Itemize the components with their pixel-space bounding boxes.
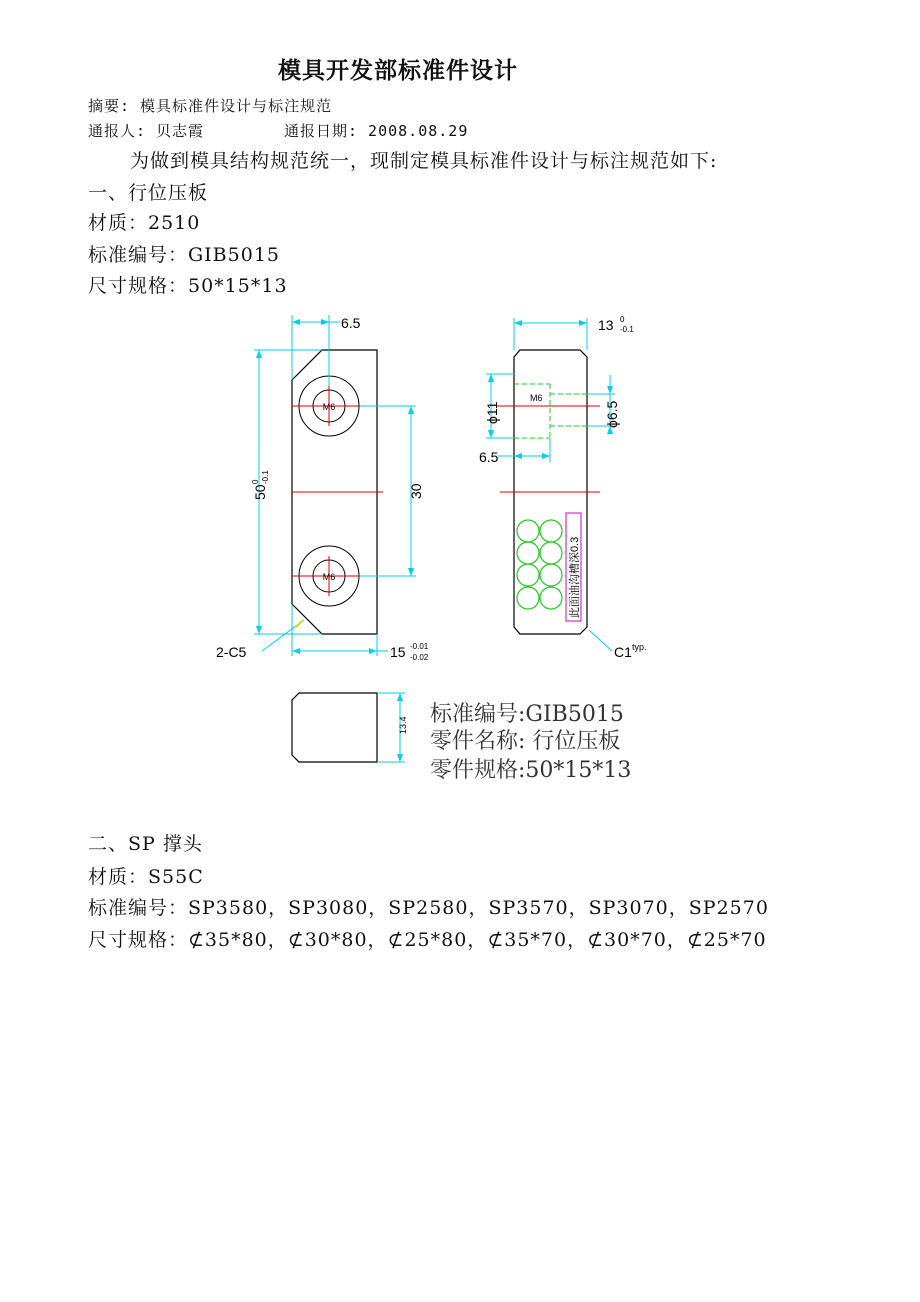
arrow-phi11-top [488,374,494,382]
oil-groove-circle [517,542,539,564]
arrow-50-bottom [256,626,262,634]
label-part-size: 零件规格:50*15*13 [430,758,632,783]
oil-groove-circle [540,564,562,586]
front-view-text [216,315,429,662]
section2-size: 尺寸规格：⊄35*80，⊄30*80，⊄25*80，⊄35*70，⊄30*70，⊄25*70 [88,929,767,951]
arrow-65-left [292,319,300,325]
dim-text-50-tol-up: 0 [251,479,260,484]
arrow-134-top [397,693,403,701]
abstract-line: 摘要: 模具标准件设计与标注规范 [88,97,333,115]
bottom-view-outline [292,693,377,762]
arrow-30-top [408,406,414,414]
arrow-13-left [514,320,522,326]
side-view-text [479,315,647,660]
arrow-13-right [579,320,587,326]
dim-text-13: 13 [598,317,614,333]
dim-text-c1: C1 [614,644,632,660]
dim-text-c1-sup: typ. [632,642,647,652]
dim-text-side65: 6.5 [479,449,499,465]
oil-groove-circle [517,587,539,609]
oil-groove-circle [540,520,562,542]
dim-text-phi11: ϕ11 [484,401,500,424]
label-standard-no: 标准编号:GIB5015 [430,702,624,727]
report-date-line: 通报日期: 2008.08.29 [284,122,469,140]
hole-label-2: M6 [322,572,336,582]
dim-text-50-tol-low: -0.1 [261,470,270,484]
front-view [254,315,416,656]
arrow-side65-left [514,453,522,459]
intro-paragraph: 为做到模具结构规范统一，现制定模具标准件设计与标注规范如下: [130,150,718,172]
oil-groove-circle [517,564,539,586]
dim-text-2c5: 2-C5 [216,644,247,660]
arrow-15-right [369,648,377,654]
page-title: 模具开发部标准件设计 [278,58,518,84]
oil-groove-note: 此面油沟槽深0.3 [569,536,581,618]
section2-material: 材质：S55C [88,866,204,888]
dim-text-15: 15 [390,644,406,660]
dim-text-15-tol-low: -0.02 [410,653,429,662]
arrow-134-bottom [397,754,403,762]
oil-groove-circle [540,542,562,564]
side-view [486,318,615,651]
label-part-name: 零件名称: 行位压板 [430,729,621,754]
dim-text-15-tol-up: -0.01 [410,642,429,651]
section1-standard-no: 标准编号：GIB5015 [88,244,280,266]
arrow-15-left [292,648,300,654]
dim-text-13-tol-up: 0 [620,315,625,324]
arrow-phi11-bottom [488,430,494,438]
dim-text-50: 50 [252,484,268,500]
part-label-block [430,702,631,783]
section1-material: 材质：2510 [88,212,201,234]
bottom-view [292,693,405,762]
dim-text-phi65: ϕ6.5 [604,400,620,428]
arrow-side65-right [542,453,550,459]
reporter-line: 通报人: 贝志霞 [88,122,205,140]
section2-heading: 二、SP 撑头 [88,833,203,855]
arrow-30-bottom [408,568,414,576]
oil-groove-circle [540,587,562,609]
arrow-50-top [256,350,262,358]
arrow-65-right [321,319,329,325]
dim-text-65: 6.5 [341,315,361,331]
section1-size: 尺寸规格：50*15*13 [88,275,288,297]
oil-groove-circle [517,520,539,542]
arrow-phi65-top [607,386,613,394]
leader-c1 [589,630,612,651]
dim-text-30: 30 [408,483,424,499]
section1-heading: 一、行位压板 [88,182,209,204]
dim-text-134: 13.4 [398,716,408,734]
cad-drawing [200,300,700,800]
dim-text-13-tol-low: -0.1 [620,325,634,334]
chamfer-marker [296,621,302,627]
hole-label-1: M6 [322,402,336,412]
side-m6-label: M6 [530,393,543,403]
section2-standard-no: 标准编号：SP3580，SP3080，SP2580，SP3570，SP3070，SP2570 [88,897,769,919]
